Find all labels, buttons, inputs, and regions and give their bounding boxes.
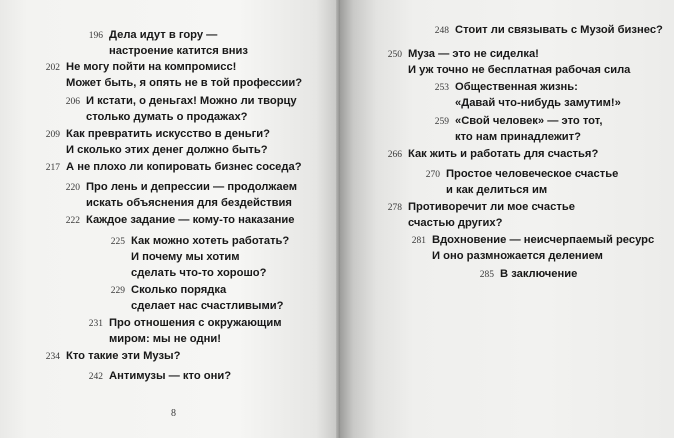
- right-page: [340, 0, 674, 438]
- toc-title-line: сделать что-то хорошо?: [131, 267, 267, 279]
- toc-title-line: И почему мы хотим: [131, 251, 240, 263]
- toc-page-number: 259: [434, 117, 449, 127]
- toc-page-number: 242: [88, 372, 103, 382]
- toc-entry: [65, 93, 297, 125]
- toc-page-number: 285: [479, 270, 494, 280]
- toc-entry: [88, 27, 248, 59]
- toc-title-line: Каждое задание — кому-то наказание: [86, 214, 295, 226]
- toc-page-number: 270: [425, 170, 440, 180]
- toc-entry: [110, 233, 290, 281]
- toc-page-number: 225: [110, 237, 125, 247]
- toc-entry: [387, 46, 631, 78]
- toc-entry: [387, 146, 599, 162]
- toc-title-line: Вдохновение — неисчерпаемый ресурс: [432, 234, 655, 246]
- toc-title-line: и как делиться им: [446, 184, 548, 196]
- toc-title-line: А не плохо ли копировать бизнес соседа?: [66, 161, 302, 173]
- toc-title-line: Как можно хотеть работать?: [131, 235, 290, 247]
- toc-page-number: 253: [434, 83, 449, 93]
- toc-entry: [387, 199, 575, 231]
- toc-title-line: счастью других?: [408, 217, 503, 229]
- toc-title-line: столько думать о продажах?: [86, 111, 248, 123]
- toc-title-line: Кто такие эти Музы?: [66, 350, 181, 362]
- toc-entry: [45, 126, 271, 158]
- toc-title-line: «Давай что-нибудь замутим!»: [455, 97, 621, 109]
- toc-entry: [45, 348, 181, 364]
- toc-entry: [110, 282, 284, 314]
- toc-title-line: Сколько порядка: [131, 284, 227, 296]
- toc-page-number: 278: [387, 203, 402, 213]
- toc-page-number: 281: [411, 236, 426, 246]
- toc-title-line: И кстати, о деньгах! Можно ли творцу: [86, 95, 297, 107]
- toc-page-number: 229: [110, 286, 125, 296]
- toc-title-line: И уж точно не бесплатная рабочая сила: [408, 64, 631, 76]
- toc-entry: [411, 232, 655, 264]
- toc-entry: [425, 166, 619, 198]
- toc-entry: [479, 266, 578, 282]
- toc-entry: [434, 113, 603, 145]
- toc-title-line: Как жить и работать для счастья?: [408, 148, 599, 160]
- toc-entry: [434, 22, 663, 38]
- toc-entry: [65, 212, 295, 228]
- toc-title-line: Про лень и депрессии — продолжаем: [86, 181, 297, 193]
- toc-page-number: 202: [45, 63, 60, 73]
- toc-page-number: 222: [65, 216, 80, 226]
- toc-title-line: Может быть, я опять не в той профессии?: [66, 77, 303, 89]
- toc-entry: [45, 59, 303, 91]
- toc-title-line: В заключение: [500, 268, 578, 280]
- toc-title-line: Муза — это не сиделка!: [408, 48, 539, 60]
- toc-title-line: Простое человеческое счастье: [446, 168, 619, 180]
- toc-page-number: 196: [88, 31, 103, 41]
- toc-entry: [45, 159, 302, 175]
- toc-title-line: И сколько этих денег должно быть?: [66, 144, 268, 156]
- toc-title-line: Не могу пойти на компромисс!: [66, 61, 237, 73]
- toc-title-line: миром: мы не одни!: [109, 333, 221, 345]
- toc-page-number: 234: [45, 352, 60, 362]
- toc-entry: [88, 368, 232, 384]
- toc-entry: [88, 315, 282, 347]
- toc-title-line: Противоречит ли мое счастье: [408, 201, 575, 213]
- toc-page-number: 231: [88, 319, 103, 329]
- toc-title-line: Стоит ли связывать с Музой бизнес?: [455, 24, 663, 36]
- toc-title-line: «Свой человек» — это тот,: [455, 115, 603, 127]
- toc-title-line: Про отношения с окружающим: [109, 317, 282, 329]
- toc-title-line: кто нам принадлежит?: [455, 131, 581, 143]
- toc-page-number: 220: [65, 183, 80, 193]
- toc-page-number: 206: [65, 97, 80, 107]
- toc-page-number: 209: [45, 130, 60, 140]
- toc-entry: [434, 79, 621, 111]
- toc-title-line: искать объяснения для бездействия: [86, 197, 292, 209]
- toc-title-line: Общественная жизнь:: [455, 81, 578, 93]
- toc-page-number: 248: [434, 26, 449, 36]
- toc-title-line: Антимузы — кто они?: [109, 370, 232, 382]
- toc-title-line: И оно размножается делением: [432, 250, 603, 262]
- toc-page-number: 250: [387, 50, 402, 60]
- page-number-footer: 8: [171, 408, 176, 419]
- toc-title-line: Дела идут в гору —: [109, 29, 218, 41]
- toc-title-line: сделает нас счастливыми?: [131, 300, 284, 312]
- toc-title-line: Как превратить искусство в деньги?: [66, 128, 271, 140]
- toc-page-number: 266: [387, 150, 402, 160]
- toc-page-number: 217: [45, 163, 60, 173]
- toc-title-line: настроение катится вниз: [109, 45, 248, 57]
- toc-entry: [65, 179, 297, 211]
